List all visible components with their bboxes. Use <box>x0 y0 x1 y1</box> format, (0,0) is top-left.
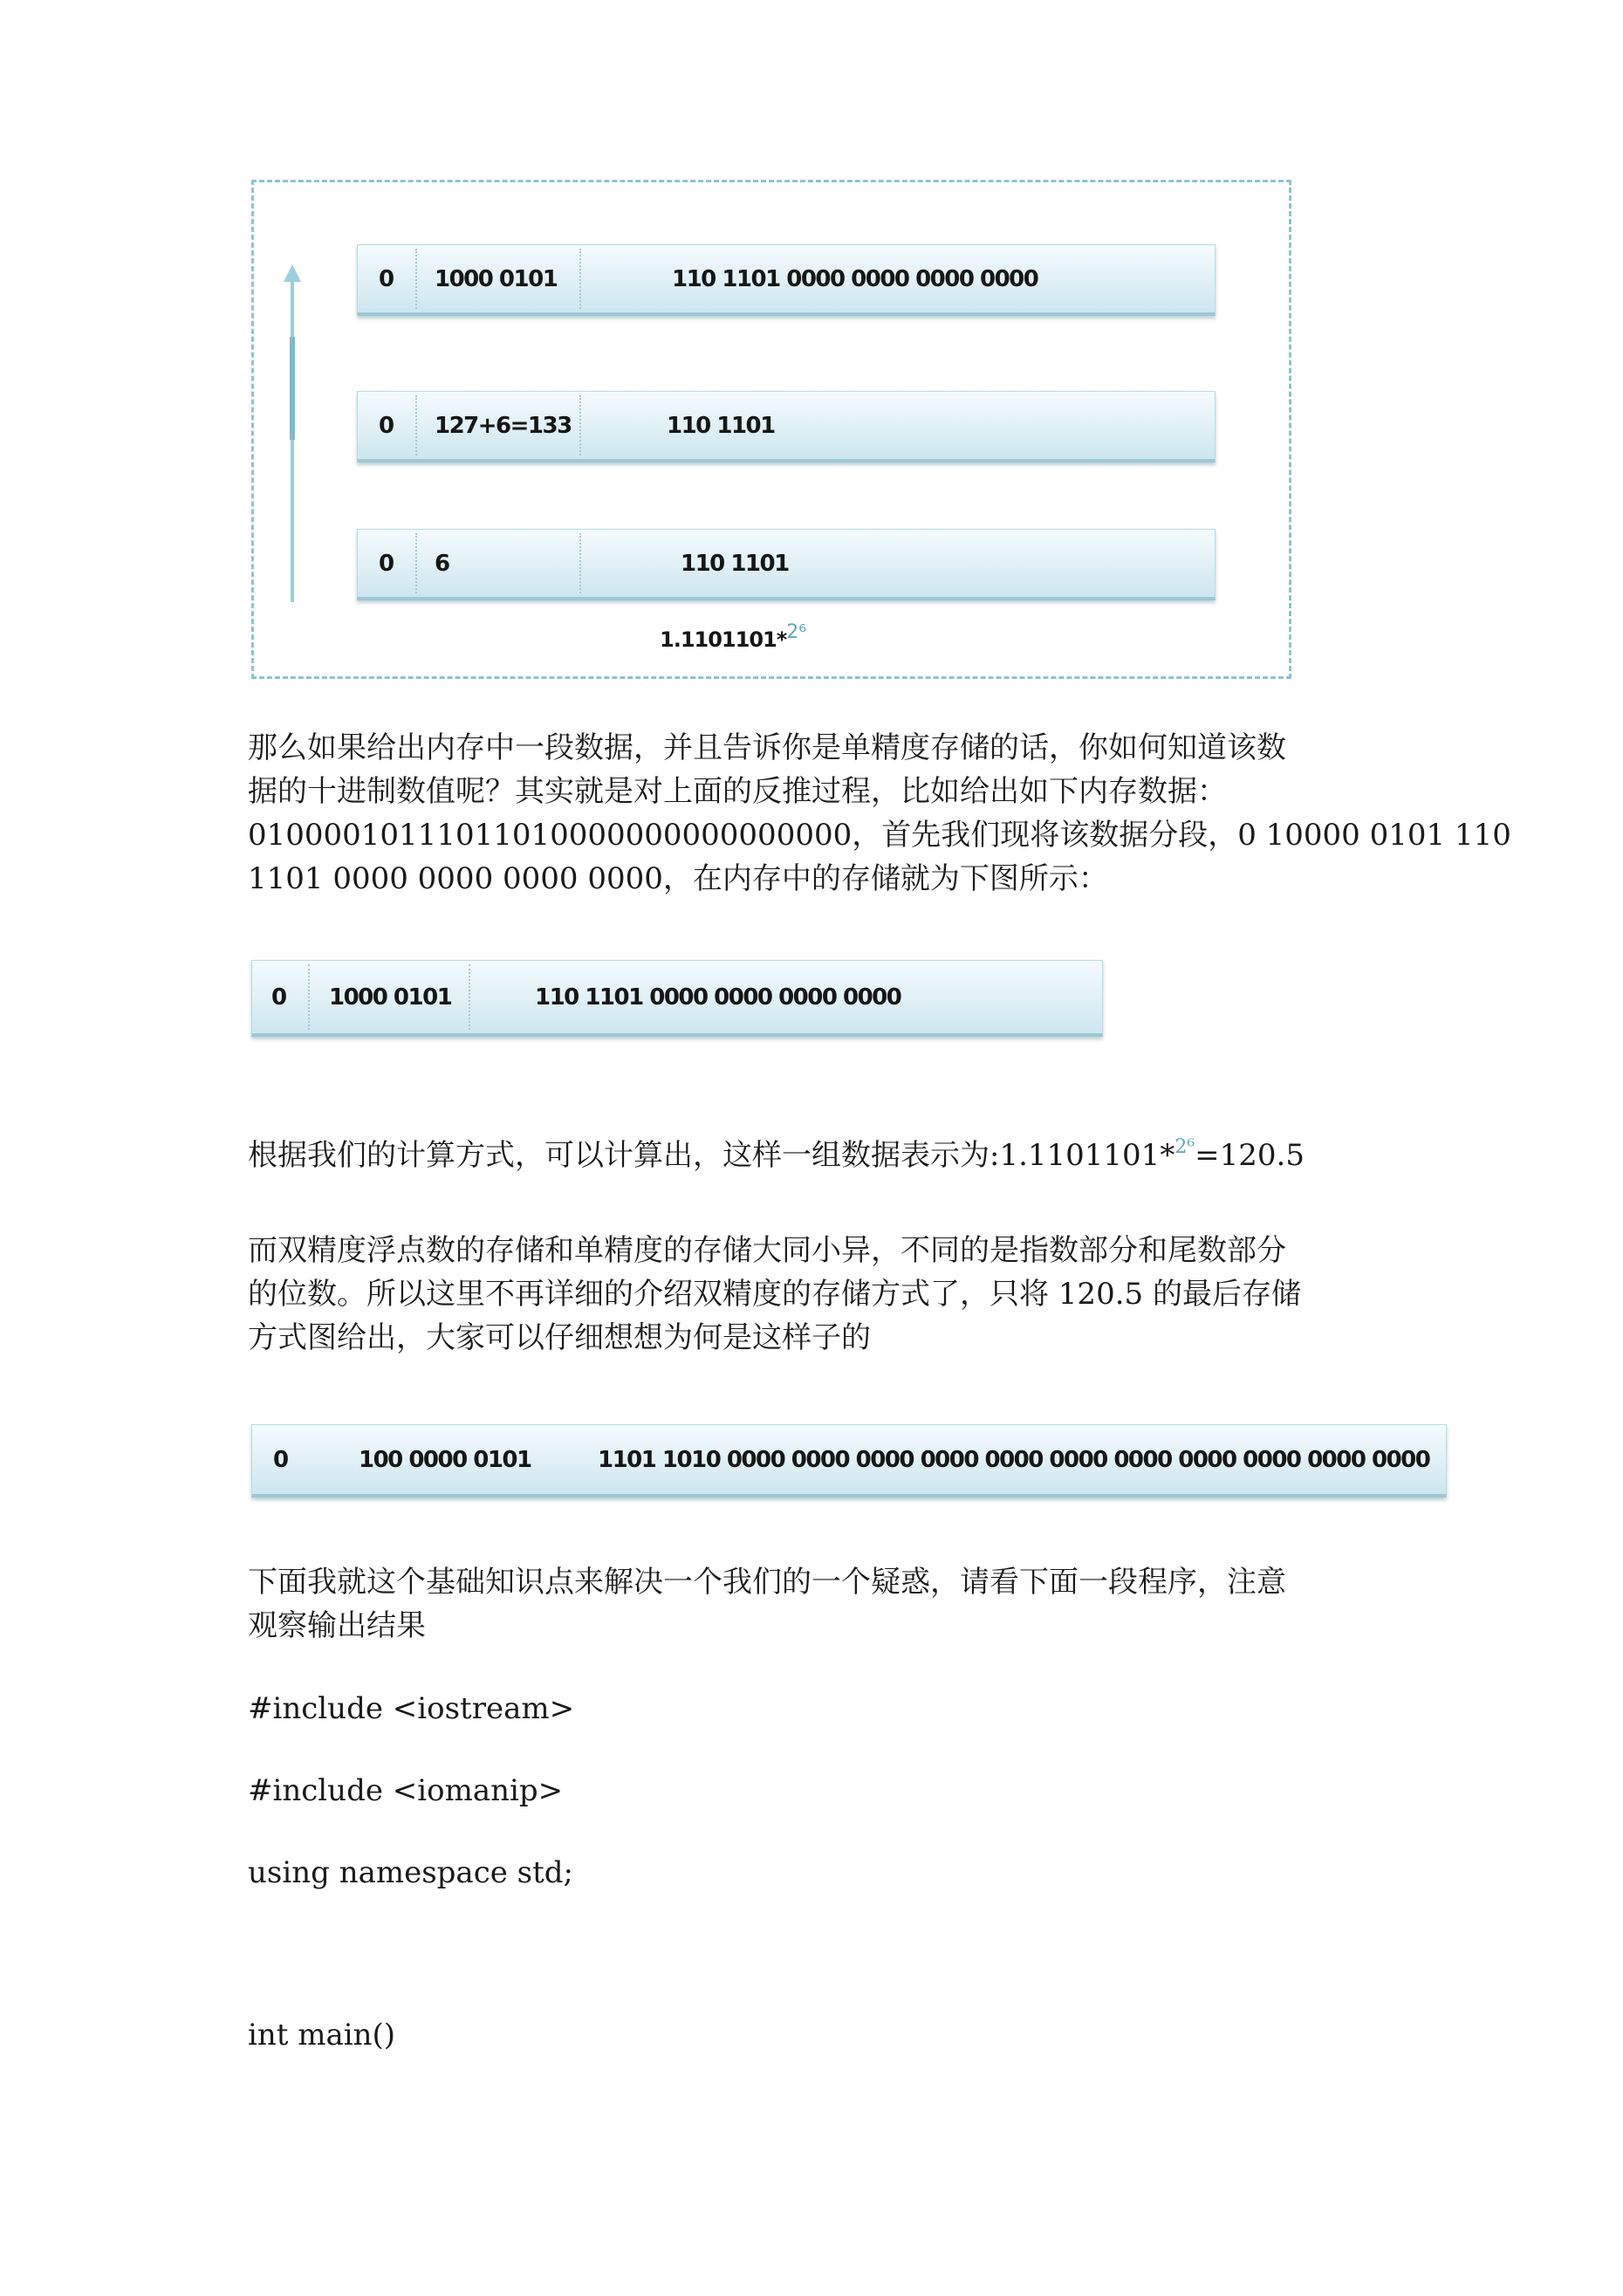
paragraph-result <box>248 1126 1400 1177</box>
mantissa-bits: 110 1101 0000 0000 0000 0000 <box>535 984 901 1011</box>
result-power: 2⁶ <box>1174 1136 1195 1158</box>
text-line: 那么如果给出内存中一段数据，并且告诉你是单精度存储的话，你如何知道该数 <box>248 730 1286 765</box>
single-precision-bar <box>251 960 1103 1037</box>
sign-bit: 0 <box>379 265 394 292</box>
paragraph-double-precision <box>248 1229 1400 1360</box>
mantissa-bits: 110 1101 <box>667 412 775 439</box>
code-main-signature: int main() <box>248 2018 396 2053</box>
mantissa-bits: 110 1101 <box>681 550 789 577</box>
up-arrow-icon <box>291 281 294 602</box>
code-include-iostream: #include <iostream> <box>248 1691 575 1726</box>
result-value: =120.5 <box>1195 1138 1305 1173</box>
code-using-namespace: using namespace std; <box>248 1855 574 1890</box>
exponent-bits: 6 <box>435 550 449 577</box>
mantissa-bits: 1101 1010 0000 0000 0000 0000 0000 0000 0000 0000 0000 0000 0000 <box>598 1446 1430 1473</box>
scientific-formula <box>660 621 806 652</box>
arrow-highlight <box>290 337 295 440</box>
text-line: 下面我就这个基础知识点来解决一个我们的一个疑惑，请看下面一段程序，注意 <box>248 1565 1286 1600</box>
float-bits-bar-raw <box>357 529 1216 600</box>
paragraph-reverse-process <box>248 726 1511 901</box>
float-bits-bar-biased <box>357 391 1216 463</box>
text-line: 据的十进制数值呢？其实就是对上面的反推过程，比如给出如下内存数据： <box>248 774 1227 809</box>
exponent-bits: 127+6=133 <box>435 412 572 439</box>
text-line: 观察输出结果 <box>248 1608 426 1643</box>
text-line: 方式图给出，大家可以仔细想想为何是这样子的 <box>248 1320 871 1355</box>
float-bits-bar-final <box>357 244 1216 316</box>
sign-bit: 0 <box>379 412 394 439</box>
exponent-bits: 1000 0101 <box>435 265 558 292</box>
sign-bit: 0 <box>379 550 394 577</box>
formula-power: 2⁶ <box>786 621 807 643</box>
exponent-bits: 100 0000 0101 <box>359 1446 531 1473</box>
paragraph-program-intro <box>248 1560 1400 1648</box>
arrow-head-icon <box>284 264 301 282</box>
mantissa-bits: 110 1101 0000 0000 0000 0000 <box>672 265 1038 292</box>
sign-bit: 0 <box>271 984 286 1011</box>
exponent-bits: 1000 0101 <box>329 984 452 1011</box>
double-precision-bar <box>251 1424 1447 1498</box>
code-include-iomanip: #include <iomanip> <box>248 1773 564 1808</box>
formula-base: 1.1101101* <box>660 627 787 652</box>
result-text: 根据我们的计算方式，可以计算出，这样一组数据表示为:1.1101101* <box>248 1138 1175 1173</box>
sign-bit: 0 <box>273 1446 288 1473</box>
text-line: 的位数。所以这里不再详细的介绍双精度的存储方式了，只将 120.5 的最后存储 <box>248 1277 1301 1312</box>
text-line: 而双精度浮点数的存储和单精度的存储大同小异，不同的是指数部分和尾数部分 <box>248 1233 1286 1268</box>
text-line: 01000010111011010000000000000000，首先我们现将该数据分段，0 10000 0101 110 <box>248 818 1511 853</box>
text-line: 1101 0000 0000 0000 0000，在内存中的存储就为下图所示： <box>248 861 1108 896</box>
